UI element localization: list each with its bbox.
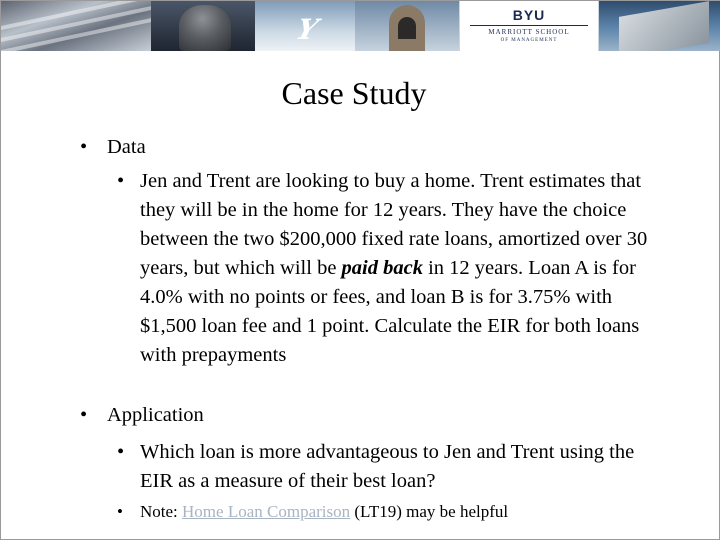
brand-title: BYU [512,7,546,23]
bullet-data [80,133,146,162]
data-detail-text-1: Jen and Trent are looking to buy a home. Trent estimates that they will be in the home for 12 years. They have the choice between the two $200,000 fixed rate loans, amortized over 30 years, but which will be [140,170,648,279]
bullet-application-detail [117,438,660,496]
note-prefix: Note: [140,502,183,521]
bullet-glyph: • [80,404,88,426]
data-detail-emphasis: paid back [341,257,423,279]
bullet-application-label: Application [107,404,204,426]
home-loan-comparison-link[interactable]: Home Loan Comparison [182,502,351,521]
header-banner [1,1,720,51]
bullet-note [117,500,660,524]
data-detail-text-2: in 12 years. Loan A is for 4.0% with no points or fees, and loan B is for 3.75% with $1,500 loan fee and 1 point. Calculate the EIR for both loans with prepayments [140,257,640,366]
brand-subtitle: MARRIOTT SCHOOL [488,28,570,36]
bullet-glyph: • [117,441,125,463]
banner-photo-bell-tower [355,1,459,51]
application-detail-text: Which loan is more advantageous to Jen and Trent using the EIR as a measure of their best loan? [140,441,635,492]
banner-photo-statue [151,1,255,51]
slide-title: Case Study [281,75,427,111]
banner-photo-building [599,1,720,51]
y-logo: Y [292,13,322,46]
bullet-glyph: • [117,170,125,192]
byu-marriott-logo [459,1,599,51]
bullet-data-label: Data [107,136,146,158]
note-suffix: (LT19) may be helpful [350,502,509,521]
banner-photo-steel [1,1,151,51]
bullet-glyph: • [80,136,88,158]
banner-photo-y-mountain [255,1,355,51]
bullet-glyph: • [117,502,123,521]
bullet-data-detail [117,167,660,370]
brand-subtitle-2: OF MANAGEMENT [500,38,558,43]
bullet-application [80,401,204,430]
